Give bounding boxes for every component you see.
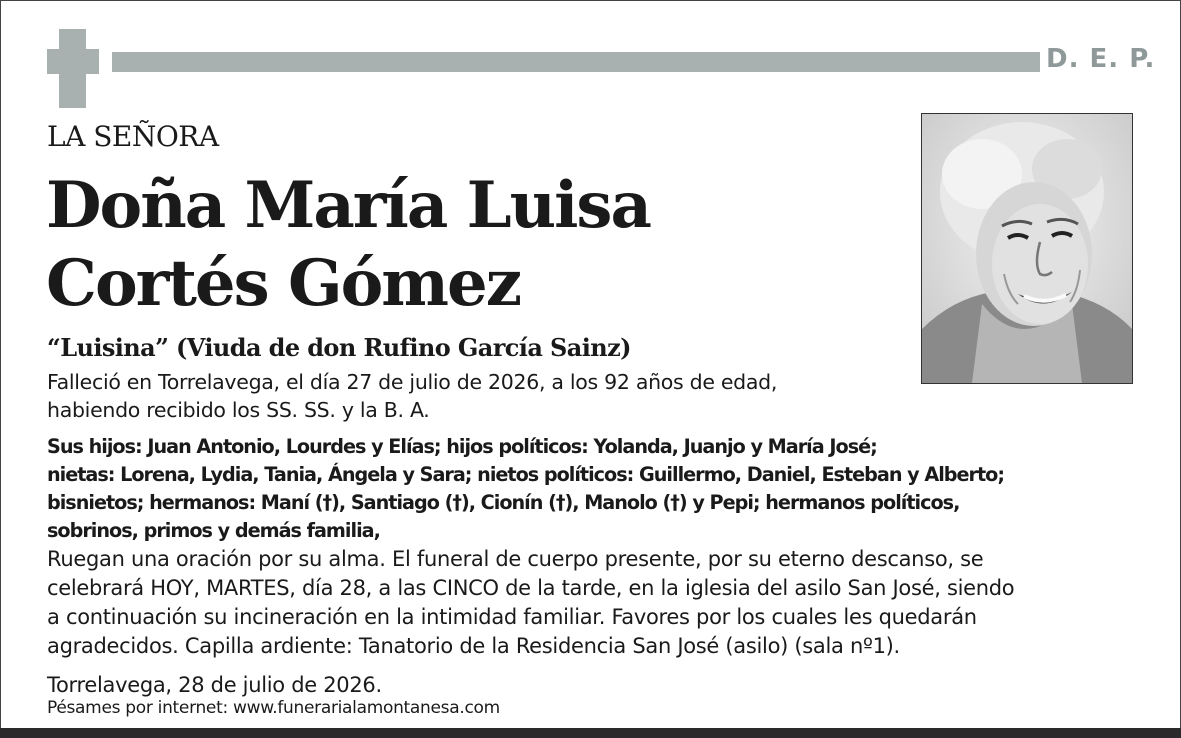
- name-line-2: Cortés Gómez: [46, 246, 521, 321]
- text-line: bisnietos; hermanos: Maní (†), Santiago (†), Cionín (†), Manolo (†) y Pepi; hermanos políticos,: [47, 491, 960, 514]
- title-label: LA SEÑORA: [47, 120, 219, 153]
- nickname-widow: “Luisina” (Viuda de don Rufino García Sainz): [47, 333, 631, 362]
- deceased-name: [46, 167, 650, 323]
- header-rule: [112, 52, 1040, 72]
- family-list: [47, 433, 1004, 545]
- cross-icon-arm: [47, 49, 99, 74]
- text-line: agradecidos. Capilla ardiente: Tanatorio de la Residencia San José (asilo) (sala nº1).: [47, 634, 900, 658]
- dep-label: D. E. P.: [1046, 44, 1156, 74]
- death-notice: [47, 368, 777, 424]
- text-line: Sus hijos: Juan Antonio, Lourdes y Elías; hijos políticos: Yolanda, Juanjo y María José;: [47, 435, 877, 458]
- text-line: habiendo recibido los SS. SS. y la B. A.: [47, 398, 430, 422]
- funeral-details: [47, 545, 1014, 661]
- text-line: sobrinos, primos y demás familia,: [47, 519, 380, 542]
- bottom-rule: [0, 728, 1181, 738]
- text-line: Ruegan una oración por su alma. El funeral de cuerpo presente, por su eterno descanso, se: [47, 547, 984, 571]
- place-date: Torrelavega, 28 de julio de 2026.: [47, 673, 382, 697]
- name-line-1: Doña María Luisa: [46, 168, 650, 243]
- portrait-image: [922, 114, 1132, 383]
- portrait-photo: [921, 113, 1133, 384]
- text-line: nietas: Lorena, Lydia, Tania, Ángela y Sara; nietos políticos: Guillermo, Daniel, Esteban y Alberto;: [47, 463, 1005, 486]
- text-line: Falleció en Torrelavega, el día 27 de julio de 2026, a los 92 años de edad,: [47, 370, 778, 394]
- condolences-url: Pésames por internet: www.funerarialamontanesa.com: [47, 698, 500, 718]
- text-line: a continuación su incineración en la intimidad familiar. Favores por los cuales les quedarán: [47, 605, 977, 629]
- text-line: celebrará HOY, MARTES, día 28, a las CINCO de la tarde, en la iglesia del asilo San José, siendo: [47, 576, 1015, 600]
